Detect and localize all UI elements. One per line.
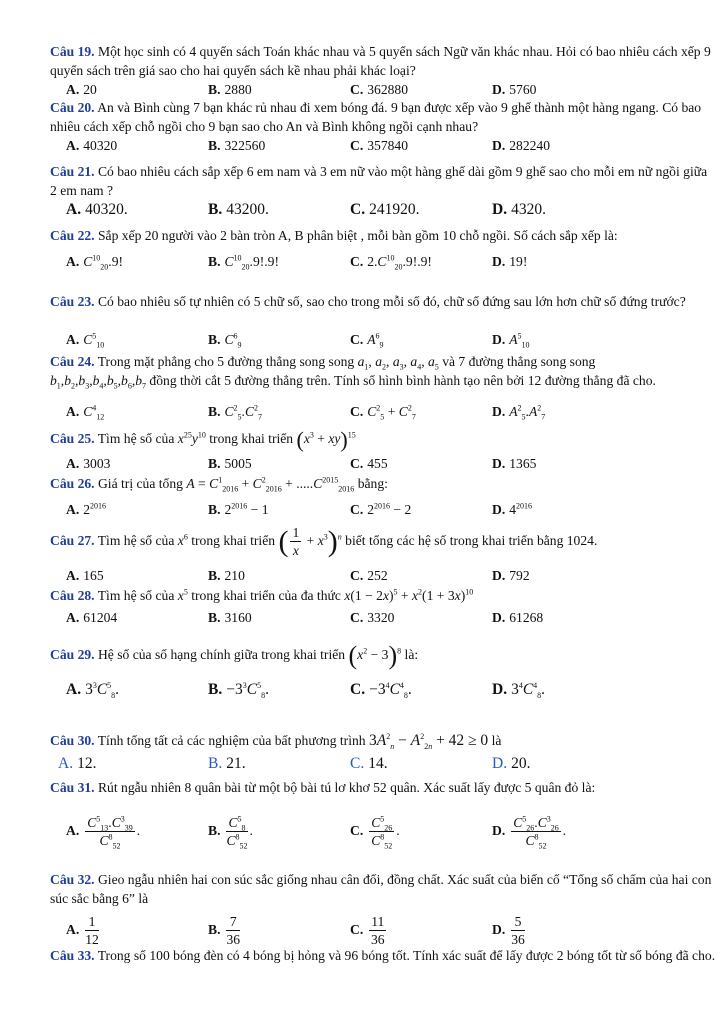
question-number: Câu 25. bbox=[50, 431, 95, 446]
option-c[interactable]: C. 455 bbox=[350, 456, 388, 471]
option-d[interactable]: D. 792 bbox=[492, 568, 530, 583]
option-a[interactable]: A. 3003 bbox=[66, 456, 111, 471]
question-number: Câu 27. bbox=[50, 533, 95, 548]
option-a[interactable]: A. $C^{10}_{20}.9$! bbox=[66, 253, 124, 272]
option-b[interactable]: B. 2880 bbox=[208, 82, 252, 97]
option-c[interactable]: C. $-3^4C^4_8$. bbox=[350, 680, 412, 701]
question-31 bbox=[50, 778, 716, 797]
answer-options-25 bbox=[66, 454, 716, 474]
answer-options-19 bbox=[66, 80, 716, 100]
question-text: Một học sinh có 4 quyển sách Toán khác nhau và 5 quyển sách Ngữ văn khác nhau. Hỏi có bao nhiêu cách xếp 9 quyển sách trên giá sao cho hai quyển sách kề nhau phải khác loại? bbox=[50, 44, 711, 78]
question-number: Câu 26. bbox=[50, 476, 95, 491]
answer-options-20 bbox=[66, 136, 716, 156]
question-text: Rút ngẫu nhiên 8 quân bài từ một bộ bài tú lơ khơ 52 quân. Xác suất lấy được 5 quân đỏ là: bbox=[97, 780, 596, 795]
option-c[interactable]: C. 3320 bbox=[350, 610, 395, 625]
option-c[interactable]: C. 241920. bbox=[350, 201, 420, 218]
option-c[interactable]: C. 14. bbox=[350, 755, 388, 772]
option-d[interactable]: D. 4320. bbox=[492, 201, 546, 218]
option-b[interactable]: B. 322560 bbox=[208, 138, 266, 153]
option-d[interactable]: D. 61268 bbox=[492, 610, 544, 625]
option-d[interactable]: D. 5760 bbox=[492, 82, 537, 97]
option-b[interactable]: B. 3160 bbox=[208, 610, 252, 625]
option-a[interactable]: A. $C^4_{12}$ bbox=[66, 403, 105, 422]
option-a[interactable]: A. 61204 bbox=[66, 610, 118, 625]
answer-options-28 bbox=[66, 608, 716, 628]
question-text: An và Bình cùng 7 bạn khác rủ nhau đi xem bóng đá. 9 bạn được xếp vào 9 ghế thành một hàng ngang. Có bao nhiêu cách xếp chỗ ngồi cho 9 bạn sao cho An và Bình không ngồi cạnh nhau? bbox=[50, 100, 702, 134]
question-number: Câu 33. bbox=[50, 948, 95, 963]
answer-options-29 bbox=[66, 680, 716, 700]
option-c[interactable]: C. 252 bbox=[350, 568, 388, 583]
option-d[interactable]: D. $3^4C^4_8$. bbox=[492, 680, 546, 701]
question-text: Có bao nhiêu cách sắp xếp 6 em nam và 3 em nữ vào một hàng ghế dài gồm 9 ghế sao cho mỗi em nữ ngồi giữa 2 em nam ? bbox=[50, 164, 708, 198]
option-a[interactable]: A. $C^5_{10}$ bbox=[66, 331, 105, 350]
question-number: Câu 28. bbox=[50, 588, 95, 603]
option-b[interactable]: B. 210 bbox=[208, 568, 245, 583]
option-a[interactable]: A. 40320 bbox=[66, 138, 118, 153]
option-c[interactable]: C. 362880 bbox=[350, 82, 408, 97]
option-d[interactable]: D. $4^{2016}$ bbox=[492, 501, 533, 517]
question-number: Câu 31. bbox=[50, 780, 95, 795]
option-d[interactable]: D. 1365 bbox=[492, 456, 537, 471]
question-number: Câu 24. bbox=[50, 354, 95, 369]
option-d[interactable]: D. 19! bbox=[492, 254, 528, 269]
option-b[interactable]: B. $C^{10}_{20}.9!.9$! bbox=[208, 253, 279, 272]
question-text: Sắp xếp 20 người vào 2 bàn tròn A, B phân biệt , mỗi bàn gồm 10 chỗ ngồi. Số cách sắp xếp là: bbox=[97, 228, 618, 243]
question-33 bbox=[50, 946, 716, 965]
option-d[interactable]: D. $A^5_{10}$ bbox=[492, 331, 530, 350]
answer-options-27 bbox=[66, 566, 716, 586]
question-23 bbox=[50, 292, 716, 311]
answer-options-30 bbox=[58, 754, 716, 774]
option-c[interactable]: C. $\frac{11}{36}$ bbox=[350, 914, 385, 948]
question-20 bbox=[50, 98, 716, 136]
option-b[interactable]: B. 21. bbox=[208, 755, 246, 772]
option-d[interactable]: D. 282240 bbox=[492, 138, 550, 153]
question-number: Câu 19. bbox=[50, 44, 95, 59]
option-d[interactable]: D. $A^2_5.A^2_7$ bbox=[492, 403, 546, 422]
option-a[interactable]: A. $3^3C^5_8$. bbox=[66, 680, 120, 701]
option-c[interactable]: C. $2^{2016} - 2$ bbox=[350, 501, 412, 517]
question-text: Có bao nhiêu số tự nhiên có 5 chữ số, sao cho trong mỗi số đó, chữ số đứng sau lớn hơn chữ số đứng trước? bbox=[97, 294, 686, 309]
option-a[interactable]: A. 12. bbox=[58, 755, 97, 772]
question-number: Câu 21. bbox=[50, 164, 95, 179]
option-b[interactable]: B. 5005 bbox=[208, 456, 252, 471]
question-26: Câu 26. Giá trị của tổng $A = C^1_{2016} + C^2_{2016} + .....C^{2015}_{2016}$ bằng: bbox=[50, 475, 388, 494]
option-b[interactable]: B. $-3^3C^5_8$. bbox=[208, 680, 269, 701]
option-c[interactable]: C. $\frac{C^5_{26}}{C^8_{52}}$ . bbox=[350, 814, 400, 852]
question-29: Câu 29. Hệ số của số hạng chính giữa trong khai triển $(x^2 - 3)^8$ là: bbox=[50, 640, 419, 670]
question-number: Câu 20. bbox=[50, 100, 95, 115]
question-28: Câu 28. Tìm hệ số của $x^5$ trong khai triển của đa thức $x(1 - 2x)^5 + x^2(1 + 3x)^{10}$ bbox=[50, 587, 474, 603]
question-number: Câu 29. bbox=[50, 647, 95, 662]
answer-options-26 bbox=[66, 500, 716, 520]
option-a[interactable]: A. $\frac{C^5_{13}.C^3_{39}}{C^8_{52}}$ . bbox=[66, 814, 141, 852]
question-19 bbox=[50, 42, 716, 80]
question-25: Câu 25. Tìm hệ số của $x^{25}y^{10}$ trong khai triển $(x^3 + xy)^{15}$ bbox=[50, 426, 356, 452]
answer-options-22 bbox=[66, 252, 716, 272]
question-32 bbox=[50, 870, 716, 908]
option-a[interactable]: A. $\frac{1}{12}$ bbox=[66, 914, 99, 948]
question-24: Câu 24. Trong mặt phẳng cho 5 đường thẳng song song $a_1$, $a_2$, $a_3$, $a_4$, $a_5$ và 7 đường thẳng song song $b_1,b_2,b_3,b_4,b_5,b_6,b_7$ đồng thời cắt 5 đường thẳng trên. Tính số hình bình hành tạo nên bởi 12 đường thẳng đã cho. bbox=[50, 354, 656, 391]
question-number: Câu 32. bbox=[50, 872, 95, 887]
option-c[interactable]: C. 357840 bbox=[350, 138, 408, 153]
question-number: Câu 30. bbox=[50, 733, 95, 748]
option-c[interactable]: C. $A^6_9$ bbox=[350, 331, 384, 350]
option-a[interactable]: A. 40320. bbox=[66, 201, 128, 218]
answer-options-24 bbox=[66, 402, 716, 422]
option-b[interactable]: B. $C^6_9$ bbox=[208, 331, 242, 350]
option-a[interactable]: A. 165 bbox=[66, 568, 104, 583]
question-30: Câu 30. Tính tổng tất cả các nghiệm của bất phương trình $3A^2_n - A^2_{2n} + 42 \ge 0$ là bbox=[50, 731, 502, 752]
option-a[interactable]: A. 20 bbox=[66, 82, 97, 97]
option-d[interactable]: D. 20. bbox=[492, 755, 531, 772]
answer-options-21 bbox=[66, 200, 716, 220]
option-b[interactable]: B. 43200. bbox=[208, 201, 269, 218]
option-d[interactable]: D. $\frac{C^5_{26}.C^3_{26}}{C^8_{52}}$ . bbox=[492, 814, 567, 852]
option-a[interactable]: A. $2^{2016}$ bbox=[66, 501, 107, 517]
question-text: Gieo ngẫu nhiên hai con súc sắc giống nhau cân đối, đồng chất. Xác suất của biến cố “Tổng số chấm của hai con súc sắc bằng 6” là bbox=[50, 872, 712, 906]
question-number: Câu 23. bbox=[50, 294, 95, 309]
option-c[interactable]: C. $2.C^{10}_{20}.9!.9$! bbox=[350, 253, 432, 272]
question-27: Câu 27. Tìm hệ số của $x^6$ trong khai triển ( $\frac{1}{x}$ + $x^3)^n$ biết tổng các hệ số trong khai triển bằng 1024. bbox=[50, 524, 598, 559]
question-21 bbox=[50, 162, 716, 200]
question-22 bbox=[50, 226, 716, 245]
option-b[interactable]: B. $\frac{7}{36}$ bbox=[208, 914, 241, 948]
answer-options-23 bbox=[66, 330, 716, 350]
question-text: Trong số 100 bóng đèn có 4 bóng bị hỏng và 96 bóng tốt. Tính xác suất để lấy được 2 bóng tốt từ số bóng đã cho. bbox=[97, 948, 716, 963]
option-b[interactable]: B. $\frac{C^5_8}{C^8_{52}}$ . bbox=[208, 814, 253, 852]
question-number: Câu 22. bbox=[50, 228, 95, 243]
answer-options-31 bbox=[66, 806, 716, 856]
option-b[interactable]: B. $C^2_5.C^2_7$ bbox=[208, 403, 263, 422]
option-c[interactable]: C. $C^2_5 + C^2_7$ bbox=[350, 403, 416, 422]
option-d[interactable]: D. $\frac{5}{36}$ bbox=[492, 914, 525, 948]
option-b[interactable]: B. $2^{2016} - 1$ bbox=[208, 501, 269, 517]
answer-options-32 bbox=[66, 910, 716, 950]
